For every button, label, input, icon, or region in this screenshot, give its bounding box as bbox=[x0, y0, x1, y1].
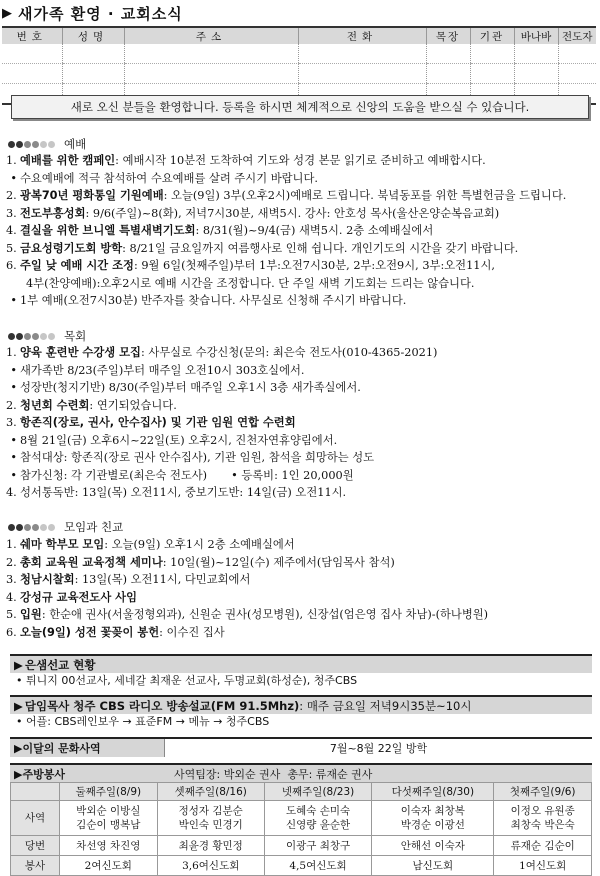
item-text bbox=[20, 449, 374, 467]
visitor-row bbox=[2, 44, 596, 64]
service-cell bbox=[494, 836, 592, 856]
service-cell bbox=[157, 836, 264, 856]
service-cell bbox=[264, 801, 371, 836]
item-detail: 등록비: 1인 20,000원 bbox=[241, 468, 354, 482]
radio-title: 담임목사 청주 CBS 라디오 방송설교(FM 91.5Mhz) bbox=[24, 698, 300, 713]
item-detail: 8월 21일(금) 오후6시~22일(토) 오후2시, 진천자연휴양림에서. bbox=[20, 433, 338, 447]
list-item bbox=[6, 379, 596, 397]
worship-list bbox=[6, 152, 596, 310]
dots-icon bbox=[8, 141, 56, 148]
list-item bbox=[6, 344, 596, 362]
list-item bbox=[6, 152, 596, 170]
col-name: 성명 bbox=[62, 27, 124, 44]
culture-text: 7월~8월 22일 방학 bbox=[165, 738, 593, 757]
list-item bbox=[6, 589, 596, 607]
service-title: 주방봉사 bbox=[22, 767, 65, 781]
bullet-icon: • bbox=[10, 363, 17, 377]
missionary-box bbox=[10, 654, 592, 689]
item-text bbox=[20, 170, 318, 188]
radio-app-text: • 어플: CBS레인보우 → 표준FM → 메뉴 → 청주CBS bbox=[16, 715, 270, 728]
item-detail: : 10일(월)~12일(수) 제주에서(담임목사 참석) bbox=[162, 555, 395, 569]
service-cell bbox=[157, 801, 264, 836]
service-cell bbox=[494, 801, 592, 836]
list-item bbox=[6, 292, 596, 310]
list-item bbox=[6, 432, 596, 450]
item-heading: 입원 bbox=[20, 608, 42, 621]
service-header bbox=[10, 763, 592, 782]
item-text bbox=[20, 624, 225, 642]
indent bbox=[6, 275, 26, 293]
item-text bbox=[20, 536, 295, 554]
item-heading: 청남시찰회 bbox=[20, 573, 75, 586]
list-item bbox=[6, 240, 596, 258]
item-detail: : 예배시작 10분전 도착하여 기도와 성경 본문 읽기로 준비하고 예배합시다. bbox=[115, 154, 486, 167]
triangle-icon: ▶ bbox=[14, 767, 23, 781]
missionary-title: 은샘선교 현황 bbox=[24, 657, 96, 672]
service-cell bbox=[264, 836, 371, 856]
bullet-icon: • bbox=[10, 451, 17, 464]
item-text bbox=[20, 292, 406, 310]
item-number: 3. bbox=[6, 206, 17, 220]
item-detail: : 연기되었습니다. bbox=[89, 398, 177, 412]
service-cell bbox=[372, 856, 494, 876]
service-cell-line: 도혜숙 손미숙 bbox=[285, 805, 351, 817]
item-detail: 새가족반 8/23(주일)부터 매주일 오전10시 303호실에서. bbox=[20, 363, 305, 377]
radio-box bbox=[10, 695, 592, 730]
service-cell-line: 신영량 윤순한 bbox=[285, 819, 351, 831]
item-heading: 주일 낮 예배 시간 조정 bbox=[20, 259, 134, 272]
item-text bbox=[20, 414, 296, 432]
section-worship-header bbox=[8, 136, 86, 152]
item-number: 4. bbox=[6, 486, 17, 499]
triangle-icon: ▶ bbox=[14, 742, 23, 755]
section-fellowship-header bbox=[8, 519, 123, 535]
item-detail: : 오늘(9일) 3부(오후2시)예배로 드립니다. 북녘동포를 위한 특별헌금을 드립니다. bbox=[163, 189, 567, 202]
item-heading: 전도부흥성회 bbox=[20, 206, 86, 220]
service-cell-line: 박외순 이방실 bbox=[76, 805, 141, 817]
bullet-icon: • bbox=[10, 171, 17, 185]
list-item bbox=[6, 449, 596, 467]
service-col: 첫째주일(9/6) bbox=[494, 783, 592, 801]
service-table bbox=[10, 782, 592, 876]
ministry-list bbox=[6, 344, 596, 502]
item-text bbox=[20, 484, 346, 502]
triangle-icon: ▶ bbox=[14, 698, 23, 713]
service-cell-line: 2여신도회 bbox=[84, 860, 132, 872]
item-detail: : 오늘(9일) 오후1시 2층 소예배실에서 bbox=[104, 538, 295, 551]
service-cell-line: 김순이 맹복남 bbox=[76, 819, 141, 831]
service-row bbox=[11, 801, 592, 836]
item-detail: : 이수진 집사 bbox=[159, 625, 225, 639]
item-text bbox=[20, 606, 488, 624]
item-number: 5. bbox=[6, 608, 17, 621]
service-cell bbox=[264, 856, 371, 876]
item-number: 1. bbox=[6, 154, 17, 167]
item-text bbox=[20, 152, 486, 170]
service-cell-line: 안해선 이숙자 bbox=[400, 840, 465, 852]
section-ministry-header bbox=[8, 328, 86, 344]
item-detail: 성서통독반: 13일(목) 오전11시, 중보기도반: 14일(금) 오전11시. bbox=[20, 486, 347, 499]
service-cell-line: 최윤경 황민정 bbox=[178, 840, 243, 852]
service-cell bbox=[60, 856, 158, 876]
item-detail: 수요예배에 적극 참석하여 수요예배를 살려 주시기 바랍니다. bbox=[20, 171, 318, 185]
item-text bbox=[20, 571, 250, 589]
item-detail: : 9/6(주일)~8(화), 저녁7시30분, 새벽5시. 강사: 안호성 목사(울산온양순복음교회) bbox=[85, 206, 500, 220]
col-mokjang: 목장 bbox=[426, 27, 470, 44]
service-col: 다섯째주일(8/30) bbox=[372, 783, 494, 801]
list-item bbox=[6, 397, 596, 415]
service-cell bbox=[372, 801, 494, 836]
item-detail: : 한순애 권사(서울정형외과), 신원순 권사(성모병원), 신장섭(엄은영 집사 차남)-(하나병원) bbox=[41, 608, 489, 621]
list-item bbox=[6, 275, 596, 293]
item-text bbox=[26, 275, 474, 293]
col-phone: 전화 bbox=[298, 27, 426, 44]
item-heading: 청년회 수련회 bbox=[20, 398, 90, 412]
item-text bbox=[20, 589, 137, 607]
service-info: 사역팀장: 박외순 권사 총무: 류재순 권사 bbox=[174, 767, 373, 781]
item-number: 2. bbox=[6, 555, 17, 569]
item-number: 4. bbox=[6, 224, 17, 237]
radio-schedule: : 매주 금요일 저녁9시35분~10시 bbox=[299, 698, 472, 713]
list-item bbox=[6, 257, 596, 275]
item-detail: 참가신청: 각 기관별로(최은숙 전도사) bbox=[20, 468, 208, 482]
visitor-row bbox=[2, 64, 596, 84]
service-corner bbox=[11, 783, 60, 801]
bullet-icon: • bbox=[10, 468, 17, 482]
culture-header bbox=[10, 738, 165, 757]
item-heading: 쉐마 학부모 모임 bbox=[20, 538, 105, 551]
service-cell bbox=[372, 836, 494, 856]
dots-icon bbox=[8, 333, 56, 340]
item-text bbox=[20, 554, 395, 572]
service-cell bbox=[60, 801, 158, 836]
fellowship-list bbox=[6, 536, 596, 641]
item-heading: 강성규 교육전도사 사임 bbox=[20, 590, 137, 604]
service-cell-line: 차선영 차진영 bbox=[76, 840, 141, 852]
item-detail: : 8/21일 금요일까지 여름행사로 인해 쉽니다. 개인기도의 시간을 갖기 바랍니다. bbox=[122, 241, 519, 255]
bullet-icon: • bbox=[231, 468, 242, 482]
missionary-text: • 튀니지 00선교사, 세네갈 최재운 선교사, 두명교회(하성순), 청주CBS bbox=[16, 674, 358, 687]
item-heading: 금요성령기도회 방학 bbox=[20, 241, 123, 255]
item-number: 3. bbox=[6, 573, 17, 586]
item-text bbox=[20, 187, 566, 205]
item-detail: : 9월 6일(첫째주일)부터 1부:오전7시30분, 2부:오전9시, 3부:오전11시, bbox=[133, 259, 495, 272]
item-text bbox=[20, 240, 518, 258]
item-number: 6. bbox=[6, 259, 17, 272]
visitor-table bbox=[2, 26, 596, 105]
list-item bbox=[6, 187, 596, 205]
service-cell-line: 이숙자 최창복 bbox=[400, 805, 465, 817]
item-detail: 1부 예배(오전7시30분) 반주자를 찾습니다. 사무실로 신청해 주시기 바랍니다. bbox=[20, 294, 407, 307]
service-header-row bbox=[11, 783, 592, 801]
list-item bbox=[6, 170, 596, 188]
item-heading: 오늘(9일) 성전 꽃꽂이 봉헌 bbox=[20, 625, 160, 639]
item-number: 2. bbox=[6, 398, 17, 412]
radio-header bbox=[10, 697, 592, 714]
bullet-icon: • bbox=[10, 294, 17, 307]
section-title: 모임과 친교 bbox=[64, 520, 124, 534]
list-item bbox=[6, 536, 596, 554]
dots-icon bbox=[8, 524, 56, 531]
missionary-header bbox=[10, 656, 592, 673]
service-cell-line: 3,6여신도회 bbox=[182, 860, 240, 872]
item-number: 4. bbox=[6, 590, 17, 604]
service-cell bbox=[157, 856, 264, 876]
item-text bbox=[20, 467, 354, 485]
item-heading: 총회 교육원 교육정책 세미나 bbox=[20, 555, 163, 569]
item-text bbox=[20, 344, 437, 362]
list-item bbox=[6, 222, 596, 240]
item-text bbox=[20, 379, 361, 397]
item-detail: 참석대상: 항존직(장로 권사 안수집사), 기관 임원, 참석을 희망하는 성도 bbox=[20, 451, 375, 464]
bullet-icon: • bbox=[10, 381, 17, 394]
service-cell-line: 류재순 김순이 bbox=[510, 840, 575, 852]
service-cell-line: 정성자 김분순 bbox=[178, 805, 243, 817]
service-title-wrap bbox=[10, 766, 174, 782]
section-title: 목회 bbox=[64, 329, 87, 343]
service-row-label: 봉사 bbox=[11, 856, 60, 876]
item-text bbox=[20, 257, 495, 275]
item-heading: 양육 훈련반 수강생 모집 bbox=[20, 346, 141, 359]
bullet-icon: • bbox=[10, 433, 17, 447]
list-item bbox=[6, 467, 596, 485]
item-number: 1. bbox=[6, 538, 17, 551]
culture-title: 이달의 문화사역 bbox=[22, 742, 101, 755]
item-detail: 4부(찬양예배):오후2시로 예배 시간을 조정합니다. 단 주일 새벽 기도회는 드리는 않습니다. bbox=[26, 276, 475, 290]
page-title bbox=[2, 2, 183, 24]
service-row-label: 사역 bbox=[11, 801, 60, 836]
item-detail: : 8/31(월)~9/4(금) 새벽5시. 2층 소예배실에서 bbox=[195, 224, 434, 237]
visitor-header-row bbox=[2, 27, 596, 44]
col-organization: 기관 bbox=[470, 27, 514, 44]
service-cell bbox=[60, 836, 158, 856]
list-item bbox=[6, 205, 596, 223]
service-cell bbox=[494, 856, 592, 876]
service-cell-line: 이정오 유원종 bbox=[510, 805, 575, 817]
item-text bbox=[20, 362, 305, 380]
item-number: 2. bbox=[6, 189, 17, 202]
item-detail: : 13일(목) 오전11시, 다민교회에서 bbox=[74, 573, 251, 586]
service-cell-line: 1여신도회 bbox=[519, 860, 567, 872]
culture-row bbox=[10, 737, 592, 757]
item-heading: 예배를 위한 캠페인 bbox=[20, 154, 116, 167]
item-text bbox=[20, 205, 499, 223]
list-item bbox=[6, 624, 596, 642]
item-detail: 성장반(청지기반) 8/30(주일)부터 매주일 오후1시 3층 새가족실에서. bbox=[20, 381, 361, 394]
service-row bbox=[11, 856, 592, 876]
service-col: 둘째주일(8/9) bbox=[60, 783, 158, 801]
item-heading: 광복70년 평화통일 기원예배 bbox=[20, 189, 164, 202]
item-text bbox=[20, 432, 337, 450]
item-text bbox=[20, 222, 433, 240]
list-item bbox=[6, 414, 596, 432]
service-cell-line: 박경순 이광선 bbox=[400, 819, 465, 831]
col-address: 주소 bbox=[124, 27, 298, 44]
section-title: 예배 bbox=[64, 137, 87, 151]
service-cell-line: 이광구 최창구 bbox=[285, 840, 351, 852]
col-barnabas: 바나바 bbox=[514, 27, 558, 44]
item-number: 6. bbox=[6, 625, 17, 639]
service-row bbox=[11, 836, 592, 856]
item-number: 5. bbox=[6, 241, 17, 255]
item-heading: 항존직(장로, 권사, 안수집사) 및 기관 임원 연합 수련회 bbox=[20, 416, 296, 429]
welcome-banner: 새로 오신 분들을 환영합니다. 등록을 하시면 체계적으로 신앙의 도움을 받으실 수 있습니다. bbox=[11, 95, 589, 119]
list-item bbox=[6, 484, 596, 502]
list-item bbox=[6, 362, 596, 380]
item-number: 3. bbox=[6, 416, 17, 429]
triangle-icon: ▶ bbox=[2, 5, 12, 21]
service-cell-line: 박인숙 민경기 bbox=[178, 819, 243, 831]
service-col: 넷째주일(8/23) bbox=[264, 783, 371, 801]
item-detail: : 사무실로 수강신청(문의: 최은숙 전도사(010-4365-2021) bbox=[140, 346, 438, 359]
service-col: 셋째주일(8/16) bbox=[157, 783, 264, 801]
item-number: 1. bbox=[6, 346, 17, 359]
list-item bbox=[6, 554, 596, 572]
item-heading: 결실을 위한 브니엘 특별새벽기도회 bbox=[20, 224, 196, 237]
service-row-label: 당번 bbox=[11, 836, 60, 856]
title-text: 새가족 환영 · 교회소식 bbox=[18, 4, 183, 23]
triangle-icon: ▶ bbox=[14, 657, 23, 672]
service-cell-line: 4,5여신도회 bbox=[289, 860, 347, 872]
item-text bbox=[20, 397, 177, 415]
list-item bbox=[6, 606, 596, 624]
service-cell-line: 최창숙 박은숙 bbox=[510, 819, 575, 831]
col-evangelist: 전도자 bbox=[558, 27, 596, 44]
list-item bbox=[6, 571, 596, 589]
service-cell-line: 남신도회 bbox=[412, 860, 454, 872]
col-number: 번호 bbox=[2, 27, 62, 44]
